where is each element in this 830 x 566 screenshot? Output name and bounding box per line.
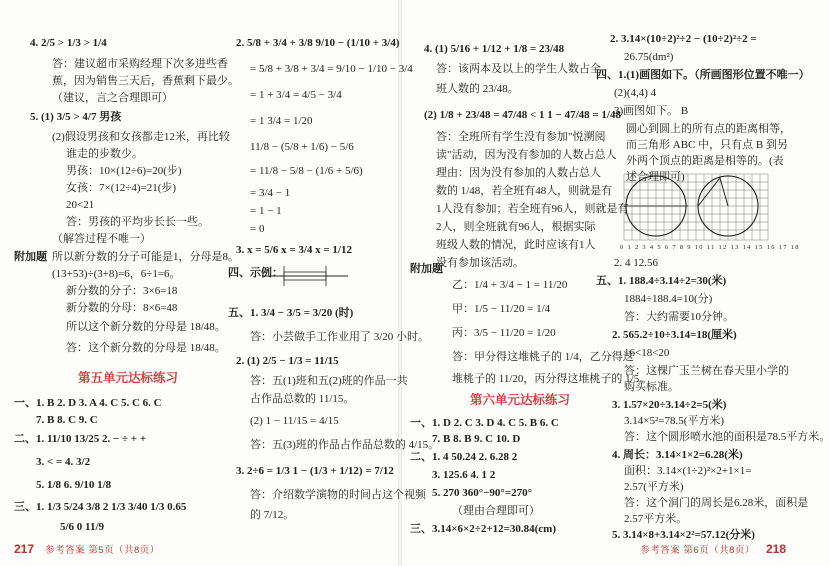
answer-line: = 3/4 − 1: [250, 187, 291, 199]
answer-line: 二、1. 4 50.24 2. 6.28 2: [410, 451, 518, 463]
answer-line: 乙：1/4 + 3/4 − 1 = 11/20: [452, 279, 568, 291]
footer-text: 参考答案 第5页（共8页）: [45, 545, 160, 557]
answer-line: 答：全班所有学生没有参加"悦溯阅: [436, 131, 606, 143]
answer-line: 五、1. 188.4÷3.14÷2=30(米): [596, 275, 727, 287]
answer-line: 外两个顶点的距离是相等的。(表: [626, 155, 784, 167]
page-spine: [398, 0, 402, 566]
answer-line: 答：甲分得这堆桃子的 1/4，乙分得这: [452, 351, 634, 363]
answer-line: 答：介绍数学演物的时间占这个视频: [250, 489, 426, 501]
answer-line: 11/8 − (5/8 + 1/6) − 5/6: [250, 141, 354, 153]
answer-line: 26.75(dm²): [624, 51, 674, 63]
answer-line: 4. 2/5 > 1/3 > 1/4: [30, 37, 107, 49]
answer-line: 7. B 8. C 9. C: [36, 414, 98, 426]
answer-line: 2人，则全班就有96人，根据实际: [436, 221, 596, 233]
answer-line: 面积：3.14×(1÷2)²×2+1×1=: [624, 465, 752, 477]
answer-line: 的 7/12。: [250, 509, 295, 521]
answer-line: 丙：3/5 − 11/20 = 1/20: [452, 327, 556, 339]
answer-line: (2) 1/8 + 23/48 = 47/48 < 1 1 − 47/48 = 1/48: [424, 109, 621, 121]
answer-line: 2. 3.14×(10÷2)²÷2 − (10÷2)²÷2 =: [610, 33, 757, 45]
answer-line: 答：这个新分数的分母是 18/48。: [66, 342, 226, 354]
answer-line: 三、3.14×6×2÷2+12=30.84(cm): [410, 523, 556, 535]
answer-line: 圆心到圆上的所有点的距离相等，: [626, 123, 791, 135]
answer-line: 一、1. D 2. C 3. D 4. C 5. B 6. C: [410, 417, 559, 429]
answer-line: 新分数的分子：3×6=18: [66, 285, 178, 297]
answer-line: 4. 周长：3.14×1×2=6.28(米): [612, 449, 743, 461]
answer-line: (2) 1 − 11/15 = 4/15: [250, 415, 339, 427]
answer-line: (2)(4,4) 4: [614, 87, 657, 99]
answer-line: 4. (1) 5/16 + 1/12 + 1/8 = 23/48: [424, 43, 565, 55]
axis-numbers: 0 1 2 3 4 5 6 7 8 9 10 11 12 13 14 15 16 17 18: [620, 244, 800, 251]
answer-line: 数的 1/48，若全班有48人，则就是有: [436, 185, 613, 197]
answer-line: （建议，言之合理即可）: [52, 92, 173, 104]
answer-line: 而三角形 ABC 中，只有点 B 到另: [626, 139, 788, 151]
answer-line: 3. x = 5/6 x = 3/4 x = 1/12: [236, 244, 352, 256]
answer-line: 谁走的步数少。: [66, 148, 143, 160]
answer-line: = 1 3/4 = 1/20: [250, 115, 313, 127]
answer-line: 3.14×5²=78.5(平方米): [624, 415, 725, 427]
answer-line: 五、1. 3/4 − 3/5 = 3/20 (时): [228, 307, 354, 319]
answer-line: 占作品总数的 11/15。: [250, 393, 355, 405]
answer-line: 二、1. 11/10 13/25 2. − ÷ + +: [14, 433, 147, 445]
answer-line: 答：男孩的平均步长长一些。: [66, 216, 209, 228]
section-title: 第五单元达标练习: [78, 371, 179, 385]
footer-right: [640, 541, 786, 558]
answer-line: 三、1. 1/3 5/24 3/8 2 1/3 3/40 1/3 0.65: [14, 501, 187, 513]
answer-line: 答：该两本及以上的学生人数占全: [436, 63, 601, 75]
answer-line: 答：这个洞门的周长是6.28米，面积是: [624, 497, 809, 509]
page-number: 218: [765, 542, 786, 557]
answer-line: 一、1. B 2. D 3. A 4. C 5. C 6. C: [14, 397, 162, 409]
extra-question-label: 附加题: [14, 251, 47, 263]
answer-line: 1884÷188.4=10(分): [624, 293, 713, 305]
answer-line: 女孩：7×(12÷4)=21(步): [66, 182, 177, 194]
section-title: 第六单元达标练习: [470, 393, 571, 407]
footer-left: [14, 541, 160, 558]
answer-line: = 1 − 1: [250, 205, 282, 217]
answer-line: 16<18<20: [624, 347, 670, 359]
answer-line: 四、示例：: [228, 267, 283, 279]
answer-line: 20<21: [66, 199, 95, 211]
answer-line: = 0: [250, 223, 265, 235]
answer-line: 2.57(平方米): [624, 481, 684, 493]
answer-line: （解答过程不唯一）: [52, 233, 151, 245]
answer-line: 2.57平方米。: [624, 513, 688, 525]
answer-line: = 11/8 − 5/8 − (1/6 + 5/6): [250, 165, 363, 177]
answer-line: 男孩：10×(12÷6)=20(步): [66, 165, 182, 177]
answer-line: 答：这个圆形喷水池的面积是78.5平方米。: [624, 431, 830, 443]
footer-text: 参考答案 第6页（共8页）: [640, 545, 755, 557]
answer-line: 没有参加该活动。: [436, 257, 524, 269]
answer-line: 5. 270 360°−90°=270°: [432, 487, 532, 499]
answer-line: 答：大约需要10分钟。: [624, 311, 734, 323]
answer-line: 5. 3.14×8+3.14×2²=57.12(分米): [612, 529, 755, 541]
answer-line: 所以这个新分数的分母是 18/48。: [66, 321, 226, 333]
answer-line: 甲：1/5 − 11/20 = 1/4: [452, 303, 551, 315]
answer-line: 蕉，因为销售三天后，香蕉剩下最少。: [52, 75, 239, 87]
answer-line: 2. (1) 2/5 − 1/3 = 11/15: [236, 355, 339, 367]
answer-line: 读"活动，因为没有参加的人数占总人: [436, 149, 617, 161]
answer-line: = 1 + 3/4 = 4/5 − 3/4: [250, 89, 342, 101]
answer-line: 述合理即可): [626, 171, 685, 183]
answer-line: 答：五(3)班的作品占作品总数的 4/15。: [250, 439, 440, 451]
answer-line: 堆桃子的 11/20，丙分得这堆桃子的 1/5。: [452, 373, 651, 385]
answer-line: 3. < = 4. 3/2: [36, 456, 91, 468]
number-line-diagram: [262, 262, 350, 292]
answer-line: 班人数的 23/48。: [436, 83, 519, 95]
answer-line: 5/6 0 11/9: [60, 521, 105, 533]
answer-line: 答：建议超市采购经理下次多进些香: [52, 58, 228, 70]
answer-line: 新分数的分母：8×6=48: [66, 302, 178, 314]
extra-question-label: 附加题: [410, 263, 443, 275]
answer-line: 1人没有参加；若全班有96人，则就是有: [436, 203, 629, 215]
answer-line: 购买标准。: [624, 381, 679, 393]
grid-figure: [618, 170, 780, 252]
answer-line: 所以新分数的分子可能是1，分母是8。: [52, 251, 239, 263]
answer-line: 2. 5/8 + 3/4 + 3/8 9/10 − (1/10 + 3/4): [236, 37, 400, 49]
answer-line: 7. B 8. B 9. C 10. D: [432, 433, 521, 445]
answer-line: 答：小芸做手工作业用了 3/20 小时。: [250, 331, 430, 343]
answer-line: 四、1.(1)画图如下。（所画图形位置不唯一）: [596, 69, 810, 81]
answer-line: (13+53)÷(3+8)=6，6÷1=6。: [52, 268, 181, 280]
answer-line: 5. (1) 3/5 > 4/7 男孩: [30, 111, 122, 123]
answer-line: 答：这棵广玉兰树在春天里小学的: [624, 365, 789, 377]
answer-line: 3. 2÷6 = 1/3 1 − (1/3 + 1/12) = 7/12: [236, 465, 394, 477]
answer-line: （理由合理即可）: [452, 505, 540, 517]
answer-line: 3. 1.57×20÷3.14÷2=5(米): [612, 399, 727, 411]
answer-line: 2. 565.2÷10÷3.14=18(厘米): [612, 329, 737, 341]
answer-line: 3. 125.6 4. 1 2: [432, 469, 496, 481]
page-number: 217: [14, 542, 35, 557]
answer-line: 2. 4 12.56: [614, 257, 658, 269]
answer-line: (2)假设男孩和女孩都走12米，再比较: [52, 131, 230, 143]
answer-line: 5. 1/8 6. 9/10 1/8: [36, 479, 112, 491]
answer-line: 理由：因为没有参加的人数占总人: [436, 167, 601, 179]
answer-line: 答：五(1)班和五(2)班的作品一共: [250, 375, 408, 387]
answer-line: 班级人数的情况，此时应该有1人: [436, 239, 596, 251]
answer-line: = 5/8 + 3/8 + 3/4 = 9/10 − 1/10 − 3/4: [250, 63, 413, 75]
answer-line: 3)画图如下。 B: [614, 105, 689, 117]
